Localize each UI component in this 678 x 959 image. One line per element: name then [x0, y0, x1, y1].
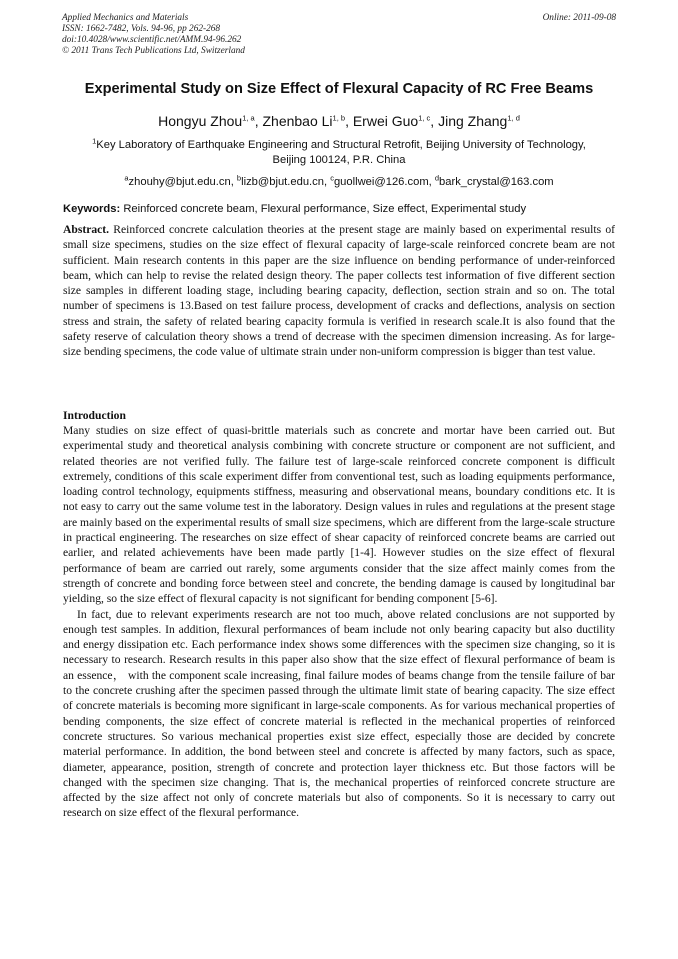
email-address: zhouhy@bjut.edu.cn	[128, 176, 231, 188]
email-sup: c	[330, 173, 334, 183]
affiliation-line-1: Key Laboratory of Earthquake Engineering and Structural Retrofit, Beijing University of Technology,	[96, 139, 586, 151]
online-date: Online: 2011-09-08	[542, 13, 616, 23]
author-sep: ,	[254, 113, 263, 129]
author-name: Hongyu Zhou	[158, 113, 243, 129]
email-sep: ,	[230, 176, 237, 188]
issn-line: ISSN: 1662-7482, Vols. 94-96, pp 262-268	[62, 24, 221, 34]
affiliation	[62, 138, 616, 168]
email-sep: ,	[428, 176, 435, 188]
introduction-paragraph-1: Many studies on size effect of quasi-brittle materials such as concrete and mortar have been carried out. But experimental study and theoretical analysis combining with concrete structure or component are not sufficient, and related theories are not verified fully. The failure test of large-scale reinforced concrete component is difficult extremely, conditions of this scale experiment differ from conventional test, such as loading equipments performance, loading control technology, equipments stiffness, measuring and observational means, boundary conditions etc. It is not easy to carry out the same volume test in the laboratory. Design values in rules and regulations at the present stage are mainly based on the experimental results of small size specimens, which are different from the large-scale structure in practical engineering. The researches on size effect of shear capacity of reinforced concrete beams are carried out earlier, and related achievements have been made partly [1-4]. However studies on the size effect of flexural performance of beam are carried out rarely, some arguments consider that the size affect mainly comes from the strength of concrete and bonding force between steel and concrete, the bending damage is caused by longitudinal bar yielding, so the size effect of flexural capacity is not significant for bending component [5-6].	[63, 424, 615, 606]
author-affil-sup: 1, a	[242, 113, 255, 123]
email-address: lizb@bjut.edu.cn	[241, 176, 324, 188]
abstract-label: Abstract.	[63, 223, 110, 236]
introduction-heading: Introduction	[63, 409, 126, 422]
email-sup: a	[124, 173, 129, 183]
email-sup: b	[236, 173, 242, 183]
journal-header	[62, 13, 616, 57]
author-sep: ,	[345, 113, 353, 129]
author-name: Jing Zhang	[438, 113, 508, 129]
email-address: guollwei@126.com	[333, 176, 429, 188]
author-sep: ,	[430, 113, 439, 129]
author-name: Zhenbao Li	[262, 113, 333, 129]
email-sup: d	[434, 173, 440, 183]
copyright-line: © 2011 Trans Tech Publications Ltd, Switzerland	[62, 46, 245, 56]
email-address: bark_crystal@163.com	[439, 176, 554, 188]
author-name: Erwei Guo	[352, 113, 419, 129]
introduction-body	[63, 423, 615, 821]
author-list	[40, 112, 638, 130]
keywords-label: Keywords:	[63, 203, 121, 215]
journal-name: Applied Mechanics and Materials	[62, 13, 189, 23]
affiliation-sup: 1	[92, 136, 97, 146]
keywords	[63, 202, 616, 217]
author-affil-sup: 1, d	[507, 113, 520, 123]
email-list	[40, 175, 638, 190]
email-sep: ,	[323, 176, 331, 188]
author-affil-sup: 1, b	[332, 113, 346, 123]
keywords-text: Reinforced concrete beam, Flexural performance, Size effect, Experimental study	[123, 203, 527, 215]
abstract-text: Reinforced concrete calculation theories at the present stage are mainly based on experimental results of small size specimens, studies on the size effect of flexural capacity of large-scale reinforced concrete beam are not sufficient. Main research contents in this paper are the size influence on bending performance of under-reinforced beam, which can help to revise the related design theory. The paper collects test information of five different section size samples in different loading stage, including bearing capacity, deflection, section strain and so on. The total number of specimens is 13.Based on test failure process, development of cracks and deflections, analysis on section stress and strain, the safety of related bearing capacity formula is verified in research scale.It is also found that the safety reserve of calculation theory shows a trend of decrease with the specimen dimension increasing. As for large-size bending specimens, the code value of ultimate strain under non-uniform compression is bigger than test value.	[63, 223, 615, 359]
author-affil-sup: 1, c	[418, 113, 431, 123]
introduction-paragraph-2: In fact, due to relevant experiments research are not too much, above related conclusions are not supported by enough test samples. In addition, flexural performances of beam include not only bearing capacity but also ductility and energy dissipation etc. Each performance index shows some differences with the specimen size changing, so it is necessary to research. Research results in this paper also show that the size effect of flexural performance of beam is an essence， with the component scale increasing, final failure modes of beams change from the tensile failure of bar to the concrete crushing after the specimen passed through the ultimate limit state of bearing capacity. The size effect of concrete materials is becoming more significant in large-scale components. As for various mechanical properties of bending components, the size effect of concrete material is reflected in the mechanical properties of reinforced concrete structures. So various mechanical properties exist size effect, especially those are decided by concrete material performance. In addition, the bond between steel and concrete is affected by many factors, such as space, diameter, appearance, position, strength of concrete and protection layer thickness etc. But those factors will be changed with the specimen size changing. That is, the mechanical properties of reinforced concrete structure are affected by the size affect not only of concrete materials but also of components. So it is necessary to carry out research on size effect of the flexural performance.	[63, 607, 615, 820]
doi-line: doi:10.4028/www.scientific.net/AMM.94-96.262	[62, 35, 242, 45]
abstract	[63, 222, 615, 360]
paper-title: Experimental Study on Size Effect of Flexural Capacity of RC Free Beams	[84, 81, 594, 97]
affiliation-line-2: Beijing 100124, P.R. China	[272, 154, 406, 166]
